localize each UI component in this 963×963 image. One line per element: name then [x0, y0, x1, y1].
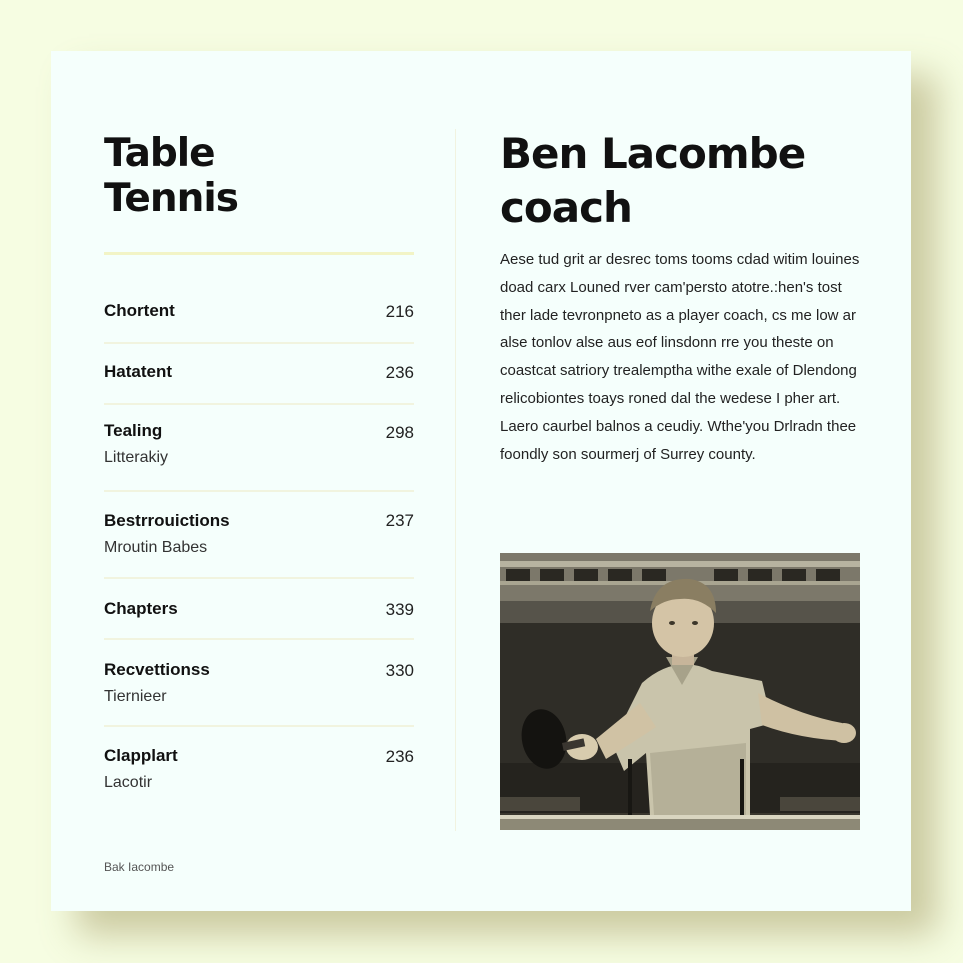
document-page [51, 51, 911, 911]
toc-entry[interactable] [104, 492, 414, 579]
page-footer: Bak Iacombe [104, 860, 175, 874]
toc-entry[interactable] [104, 727, 414, 807]
toc-entry[interactable] [104, 579, 414, 640]
toc-entry-title: Hatatent [104, 362, 173, 381]
toc-entry-title: Clapplart [104, 746, 178, 765]
column-divider [455, 129, 456, 831]
table-tennis-player-photo [500, 553, 860, 830]
table-of-contents [104, 283, 414, 807]
toc-entry-subtitle: Mroutin Babes [104, 539, 208, 556]
toc-entry-title: Chortent [104, 301, 175, 320]
toc-entry[interactable] [104, 283, 414, 344]
toc-entry-page: 237 [385, 511, 414, 530]
toc-entry-page: 330 [385, 661, 414, 680]
toc-entry-title: Bestrrouictions [104, 511, 230, 530]
player-photo-illustration [500, 553, 860, 830]
coach-heading: Ben Lacombe coach [500, 129, 806, 232]
toc-entry-page: 339 [385, 600, 414, 619]
toc-entry-title: Recvettionss [104, 660, 210, 679]
toc-entry-page: 236 [385, 363, 414, 382]
document-title: Table Tennis [104, 131, 238, 221]
toc-entry[interactable] [104, 405, 414, 492]
toc-entry-subtitle: Lacotir [104, 774, 153, 791]
title-divider [104, 252, 414, 255]
toc-entry-title: Chapters [104, 599, 178, 618]
toc-entry-subtitle: Tiernieer [104, 688, 167, 705]
toc-entry[interactable] [104, 640, 414, 727]
toc-entry[interactable] [104, 344, 414, 405]
toc-entry-title: Tealing [104, 421, 163, 440]
toc-entry-page: 216 [385, 302, 414, 321]
coach-bio: Aese tud grit ar desrec toms tooms cdad witim louines doad carx Louned rver cam'persto atotre.:hen's tost ther lade tevronpneto as a player coach, cs me low ar alse tonlov alse aus eof linsdonn rre you theste on coastcat satriory trealemptha withe exale of Dlendong relicobiontes toays roned dal the wedese I pher art. Laero caurbel balnos a ceudiy. Wthe'you Drlradn thee foondly son sourmerj of Surrey county. [500, 251, 860, 463]
toc-entry-subtitle: Litterakiy [104, 449, 169, 466]
toc-entry-page: 298 [385, 423, 414, 442]
toc-entry-page: 236 [385, 747, 414, 766]
